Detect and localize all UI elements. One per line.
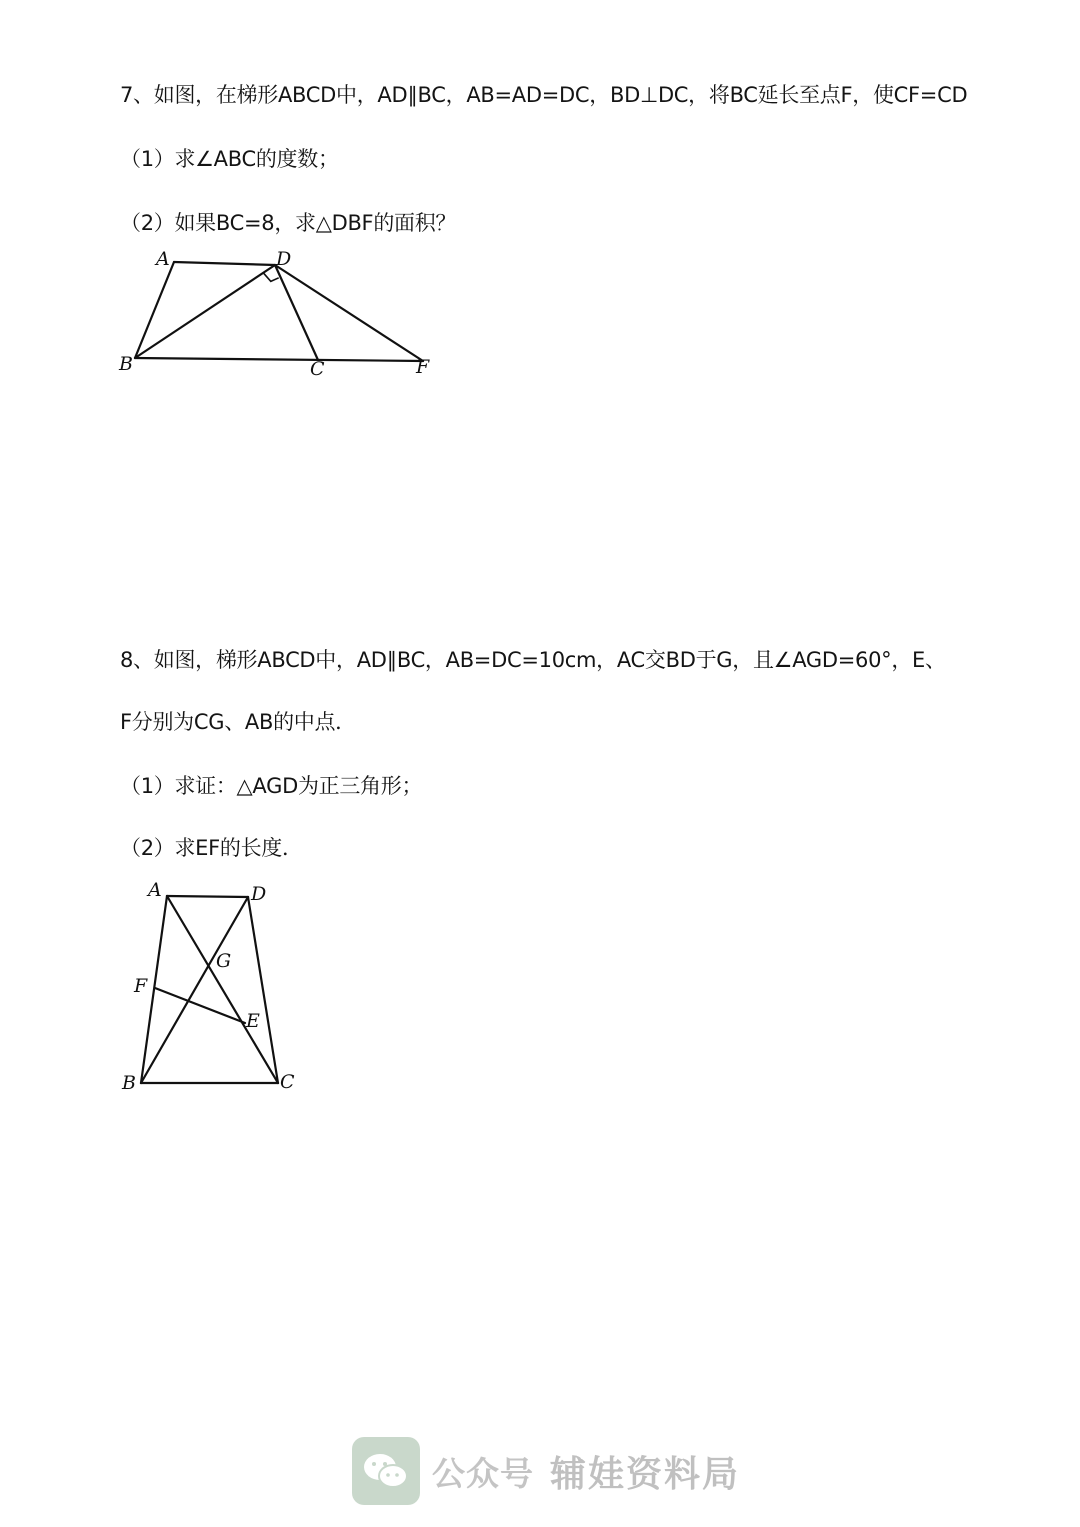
footer-account-name: 辅娃资料局	[550, 1453, 741, 1495]
problem8-statement-line2: F分别为CG、AB的中点．	[120, 710, 356, 734]
p7-segment-bd	[135, 265, 275, 358]
p7-segment-ad	[174, 262, 275, 265]
p7-label-a: A	[156, 248, 170, 270]
p8-label-g: G	[216, 950, 232, 972]
problem7-figure	[110, 240, 450, 385]
p8-segment-bd	[141, 897, 248, 1083]
problem7-statement: 7、如图，在梯形ABCD中，AD∥BC，AB=AD=DC，BD⊥DC，将BC延长至点F，使CF=CD	[120, 83, 968, 107]
p8-segment-ad	[167, 896, 248, 897]
footer-watermark	[352, 1436, 740, 1506]
p8-label-c: C	[280, 1071, 295, 1093]
p7-segment-bf	[135, 358, 423, 361]
p8-label-e: E	[246, 1010, 260, 1032]
wechat-icon	[352, 1437, 420, 1505]
p7-label-c: C	[310, 358, 325, 380]
footer-label: 公众号	[432, 1453, 534, 1493]
p7-label-f: F	[416, 356, 430, 378]
p7-segment-ab	[135, 262, 174, 358]
p7-right-angle-mark	[263, 273, 278, 282]
p8-label-d: D	[251, 883, 267, 905]
problem8-figure	[110, 870, 310, 1100]
p8-segment-dc	[248, 897, 278, 1083]
problem8-statement-line1: 8、如图，梯形ABCD中，AD∥BC，AB=DC=10cm，AC交BD于G，且∠AGD=60°，E、	[120, 648, 946, 672]
problem7-part2: （2）如果BC=8，求△DBF的面积？	[120, 211, 457, 235]
problem7-part1: （1）求∠ABC的度数；	[120, 147, 339, 171]
problem8-part1: （1）求证：△AGD为正三角形；	[120, 774, 423, 798]
p7-label-d: D	[276, 248, 292, 270]
p8-label-b: B	[122, 1072, 136, 1094]
p8-label-a: A	[148, 879, 162, 901]
p7-label-b: B	[119, 353, 133, 375]
p8-segment-ac	[167, 896, 278, 1083]
p8-label-f: F	[134, 975, 148, 997]
problem8-part2: （2）求EF的长度．	[120, 836, 303, 860]
